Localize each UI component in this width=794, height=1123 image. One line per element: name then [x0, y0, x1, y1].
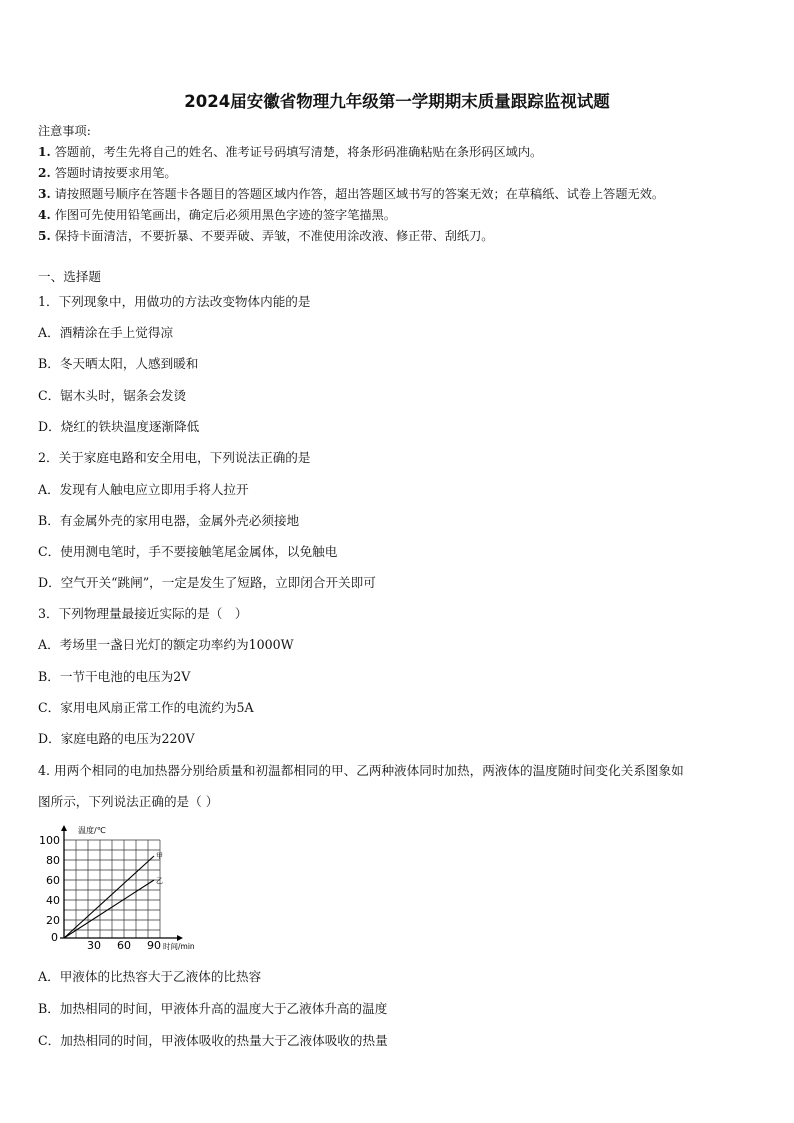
x-axis-label: 时间/min	[163, 942, 195, 951]
section-heading: 一、选择题	[38, 269, 101, 284]
x-axis-arrow	[177, 935, 183, 941]
y-tick-label: 40	[46, 894, 60, 907]
option-b: B．一节干电池的电压为2V	[38, 669, 191, 684]
notice-num: 1.	[38, 145, 51, 159]
notice-item	[38, 143, 542, 160]
notice-item	[38, 206, 396, 223]
notice-num: 5.	[38, 229, 51, 243]
question-stem: 1．下列现象中，用做功的方法改变物体内能的是	[38, 294, 311, 309]
notice-item	[38, 227, 493, 244]
line-jia	[64, 856, 154, 938]
notice-item	[38, 185, 664, 202]
x-tick-label: 30	[87, 939, 101, 952]
notice-num: 2.	[38, 166, 51, 180]
y-tick-label: 20	[46, 914, 60, 927]
option-a: A．发现有人触电应立即用手将人拉开	[38, 482, 249, 497]
notice-num: 4.	[38, 208, 51, 222]
y-axis-label: 温度/℃	[78, 826, 106, 835]
notice-text: 答题时请按要求用笔。	[54, 166, 177, 180]
notice-heading: 注意事项:	[38, 124, 91, 138]
graph-grid	[64, 840, 160, 938]
option-a: A．考场里一盏日光灯的额定功率约为1000W	[38, 637, 294, 652]
option-c: C．家用电风扇正常工作的电流约为5A	[38, 700, 254, 715]
option-b: B．加热相同的时间，甲液体升高的温度大于乙液体升高的温度	[38, 1001, 388, 1016]
label-jia: 甲	[156, 852, 163, 860]
y-tick-label: 100	[39, 834, 60, 847]
y-axis-arrow	[61, 825, 67, 831]
label-yi: 乙	[156, 877, 163, 885]
option-b: B．冬天晒太阳，人感到暖和	[38, 356, 199, 371]
temperature-time-graph	[30, 822, 210, 952]
option-d: D．家庭电路的电压为220V	[38, 731, 195, 746]
x-tick-label: 90	[147, 939, 161, 952]
option-a: A．甲液体的比热容大于乙液体的比热容	[38, 969, 262, 984]
option-c: C．使用测电笔时，手不要接触笔尾金属体，以免触电	[38, 544, 338, 559]
option-c: C．锯木头时，锯条会发烫	[38, 388, 187, 403]
notice-text: 作图可先使用铅笔画出，确定后必须用黑色字迹的签字笔描黑。	[54, 208, 396, 222]
option-b: B．有金属外壳的家用电器，金属外壳必须接地	[38, 513, 300, 528]
notice-text: 保持卡面清洁，不要折暴、不要弄破、弄皱，不准使用涂改液、修正带、刮纸刀。	[54, 229, 494, 243]
notice-item	[38, 164, 177, 181]
option-c: C．加热相同的时间，甲液体吸收的热量大于乙液体吸收的热量	[38, 1033, 388, 1048]
y-tick-label: 60	[46, 874, 60, 887]
origin-label: 0	[51, 931, 58, 944]
line-yi	[64, 880, 154, 938]
question-stem-line: 图所示，下列说法正确的是（ ）	[38, 794, 219, 809]
page-title: 2024届安徽省物理九年级第一学期期末质量跟踪监视试题	[184, 92, 610, 111]
question-stem: 2．关于家庭电路和安全用电，下列说法正确的是	[38, 450, 311, 465]
option-d: D．空气开关“跳闸”，一定是发生了短路，立即闭合开关即可	[38, 575, 376, 590]
option-a: A．酒精涂在手上觉得凉	[38, 325, 174, 340]
x-tick-label: 60	[117, 939, 131, 952]
option-d: D．烧红的铁块温度逐渐降低	[38, 419, 200, 434]
question-stem: 3．下列物理量最接近实际的是（ ）	[38, 606, 248, 621]
notice-num: 3.	[38, 187, 51, 201]
y-tick-label: 80	[46, 854, 60, 867]
question-stem-line: 4. 用两个相同的电加热器分别给质量和初温都相同的甲、乙两种液体同时加热，两液体的温度随时间变化关系图象如	[38, 763, 684, 778]
notice-text: 答题前，考生先将自己的姓名、准考证号码填写清楚，将条形码准确粘贴在条形码区域内。	[54, 145, 543, 159]
notice-text: 请按照题号顺序在答题卡各题目的答题区域内作答，超出答题区域书写的答案无效；在草稿纸、试卷上答题无效。	[54, 187, 665, 201]
